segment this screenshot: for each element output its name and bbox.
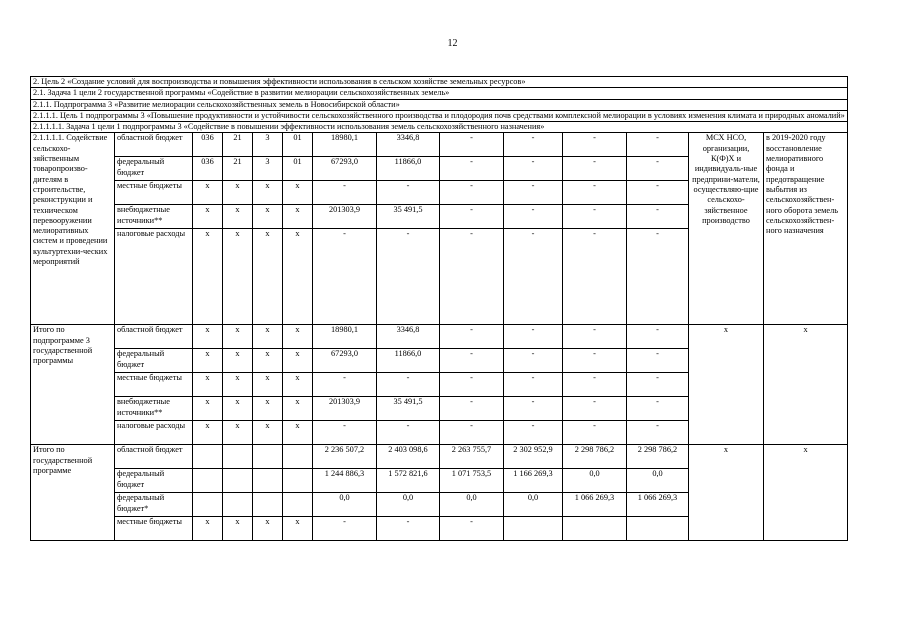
value-cell: - <box>440 157 504 181</box>
value-cell: 67293,0 <box>313 349 377 373</box>
value-cell: 201303,9 <box>313 397 377 421</box>
value-cell: 18980,1 <box>313 325 377 349</box>
measure-name: Итого по подпрограмме 3 государственной программы <box>31 325 115 445</box>
value-cell: - <box>504 181 563 205</box>
code-cell: х <box>223 205 253 229</box>
value-cell: - <box>627 157 689 181</box>
funding-source: федеральный бюджет <box>115 469 193 493</box>
code-cell: х <box>223 325 253 349</box>
funding-source: местные бюджеты <box>115 517 193 541</box>
value-cell: - <box>627 325 689 349</box>
value-cell <box>627 517 689 541</box>
code-cell <box>193 445 223 469</box>
section-header: 2.1. Задача 1 цели 2 государственной программы «Содействие в развитии мелиорации сельскохозяйственных земель» <box>31 88 848 99</box>
value-cell: - <box>440 349 504 373</box>
value-cell: - <box>440 517 504 541</box>
value-cell: 0,0 <box>504 493 563 517</box>
code-cell <box>193 493 223 517</box>
value-cell: 11866,0 <box>377 349 440 373</box>
code-cell: х <box>223 373 253 397</box>
code-cell: х <box>283 325 313 349</box>
result-cell: х <box>764 445 848 541</box>
code-cell: 036 <box>193 157 223 181</box>
value-cell: 2 298 786,2 <box>627 445 689 469</box>
value-cell: - <box>627 373 689 397</box>
value-cell: - <box>313 373 377 397</box>
value-cell: - <box>377 373 440 397</box>
code-cell: х <box>253 181 283 205</box>
value-cell: 1 066 269,3 <box>627 493 689 517</box>
value-cell: - <box>440 205 504 229</box>
value-cell: - <box>440 133 504 157</box>
value-cell: - <box>563 133 627 157</box>
value-cell: 0,0 <box>440 493 504 517</box>
value-cell: 0,0 <box>313 493 377 517</box>
code-cell: х <box>193 229 223 325</box>
value-cell: - <box>377 517 440 541</box>
code-cell: х <box>283 229 313 325</box>
value-cell <box>563 517 627 541</box>
value-cell: - <box>504 157 563 181</box>
value-cell: 67293,0 <box>313 157 377 181</box>
value-cell: 0,0 <box>377 493 440 517</box>
value-cell: - <box>563 421 627 445</box>
code-cell: х <box>193 373 223 397</box>
value-cell: 35 491,5 <box>377 205 440 229</box>
value-cell: - <box>563 373 627 397</box>
value-cell: 201303,9 <box>313 205 377 229</box>
code-cell: х <box>253 397 283 421</box>
value-cell: - <box>377 181 440 205</box>
value-cell: 0,0 <box>563 469 627 493</box>
section-header-row <box>31 110 848 121</box>
value-cell: 2 403 098,6 <box>377 445 440 469</box>
value-cell: - <box>313 181 377 205</box>
value-cell: - <box>440 397 504 421</box>
code-cell: х <box>283 349 313 373</box>
code-cell <box>253 445 283 469</box>
value-cell: - <box>563 349 627 373</box>
section-header-row <box>31 122 848 133</box>
code-cell: х <box>253 325 283 349</box>
code-cell: х <box>253 373 283 397</box>
funding-source: внебюджетные источники** <box>115 397 193 421</box>
value-cell: 1 244 886,3 <box>313 469 377 493</box>
code-cell: 3 <box>253 133 283 157</box>
code-cell <box>253 493 283 517</box>
table-row <box>31 325 848 349</box>
value-cell: - <box>377 229 440 325</box>
section-header: 2.1.1. Подпрограмма 3 «Развитие мелиорации сельскохозяйственных земель в Новосибирской области» <box>31 99 848 110</box>
code-cell <box>283 469 313 493</box>
funding-source: местные бюджеты <box>115 181 193 205</box>
funding-source: налоговые расходы <box>115 421 193 445</box>
funding-source: областной бюджет <box>115 325 193 349</box>
value-cell: - <box>504 421 563 445</box>
value-cell: - <box>563 229 627 325</box>
code-cell: 01 <box>283 133 313 157</box>
code-cell: х <box>223 397 253 421</box>
code-cell: х <box>253 205 283 229</box>
value-cell: 2 302 952,9 <box>504 445 563 469</box>
value-cell: 2 298 786,2 <box>563 445 627 469</box>
code-cell: х <box>193 517 223 541</box>
value-cell: - <box>313 421 377 445</box>
funding-source: федеральный бюджет <box>115 157 193 181</box>
value-cell: 1 071 753,5 <box>440 469 504 493</box>
value-cell: - <box>563 325 627 349</box>
result-cell: в 2019-2020 году восстановление мелиоративного фонда и предотвращение выбытия из сельскохозяйствен-ного оборота земель сельскохозяйствен-ного назначения <box>764 133 848 325</box>
section-header-row <box>31 77 848 88</box>
value-cell: - <box>504 229 563 325</box>
value-cell: 3346,8 <box>377 325 440 349</box>
code-cell: х <box>193 397 223 421</box>
measure-name: 2.1.1.1.1. Содействие сельскохо-зяйственным товаропроизво-дителям в строительстве, реконструкции и техническом перевооружении мелиоративных систем и проведении культуртехни-ческих мероприятий <box>31 133 115 325</box>
value-cell: - <box>504 205 563 229</box>
code-cell: 01 <box>283 157 313 181</box>
measure-name: Итого по государственной программе <box>31 445 115 541</box>
value-cell: - <box>440 421 504 445</box>
value-cell: - <box>504 349 563 373</box>
value-cell: 2 263 755,7 <box>440 445 504 469</box>
value-cell: - <box>563 181 627 205</box>
executor-cell: х <box>689 445 764 541</box>
code-cell <box>193 469 223 493</box>
value-cell: - <box>563 397 627 421</box>
code-cell <box>253 469 283 493</box>
value-cell: 0,0 <box>627 469 689 493</box>
section-header: 2.1.1.1.1. Задача 1 цели 1 подпрограммы 3 «Содействие в повышении эффективности использования земель сельскохозяйственного назначения» <box>31 122 848 133</box>
code-cell: х <box>223 517 253 541</box>
code-cell <box>223 493 253 517</box>
value-cell: - <box>627 421 689 445</box>
funding-source: налоговые расходы <box>115 229 193 325</box>
table-row <box>31 445 848 469</box>
value-cell: - <box>504 325 563 349</box>
value-cell: - <box>627 205 689 229</box>
value-cell: - <box>504 373 563 397</box>
funding-source: внебюджетные источники** <box>115 205 193 229</box>
code-cell: х <box>283 397 313 421</box>
executor-cell: МСХ НСО, организации, К(Ф)Х и индивидуаль-ные предприни-матели, осуществляю-щие сельскохо-зяйственное производство <box>689 133 764 325</box>
code-cell: 21 <box>223 157 253 181</box>
value-cell: - <box>563 157 627 181</box>
funding-source: областной бюджет <box>115 133 193 157</box>
value-cell: - <box>377 421 440 445</box>
value-cell: 1 572 821,6 <box>377 469 440 493</box>
value-cell: 11866,0 <box>377 157 440 181</box>
section-header: 2.1.1.1. Цель 1 подпрограммы 3 «Повышение продуктивности и устойчивости сельскохозяйственного производства и плодородия почв средствами комплексной мелиорации в условиях изменения климата и природных аномалий» <box>31 110 848 121</box>
code-cell: 21 <box>223 133 253 157</box>
code-cell: х <box>253 349 283 373</box>
value-cell <box>504 517 563 541</box>
value-cell: - <box>627 181 689 205</box>
value-cell: - <box>627 133 689 157</box>
value-cell: 1 166 269,3 <box>504 469 563 493</box>
code-cell <box>283 445 313 469</box>
program-table <box>30 76 848 541</box>
value-cell: - <box>440 181 504 205</box>
code-cell: х <box>283 373 313 397</box>
value-cell: 1 066 269,3 <box>563 493 627 517</box>
code-cell: х <box>223 229 253 325</box>
code-cell: х <box>223 349 253 373</box>
code-cell: х <box>283 517 313 541</box>
value-cell: 2 236 507,2 <box>313 445 377 469</box>
code-cell: 3 <box>253 157 283 181</box>
value-cell: 3346,8 <box>377 133 440 157</box>
code-cell: х <box>253 421 283 445</box>
funding-source: федеральный бюджет* <box>115 493 193 517</box>
table-row <box>31 133 848 157</box>
code-cell: х <box>193 325 223 349</box>
result-cell: х <box>764 325 848 445</box>
value-cell: - <box>440 373 504 397</box>
section-header-row <box>31 99 848 110</box>
value-cell: - <box>627 349 689 373</box>
value-cell: - <box>627 229 689 325</box>
page-number: 12 <box>447 38 458 49</box>
code-cell: х <box>283 205 313 229</box>
funding-source: федеральный бюджет <box>115 349 193 373</box>
code-cell: х <box>253 517 283 541</box>
code-cell: х <box>253 229 283 325</box>
value-cell: - <box>504 133 563 157</box>
code-cell <box>283 493 313 517</box>
value-cell: 18980,1 <box>313 133 377 157</box>
funding-source: местные бюджеты <box>115 373 193 397</box>
value-cell: - <box>440 325 504 349</box>
code-cell: х <box>193 181 223 205</box>
code-cell: 036 <box>193 133 223 157</box>
executor-cell: х <box>689 325 764 445</box>
code-cell <box>223 445 253 469</box>
code-cell <box>223 469 253 493</box>
code-cell: х <box>223 181 253 205</box>
value-cell: 35 491,5 <box>377 397 440 421</box>
value-cell: - <box>313 517 377 541</box>
code-cell: х <box>193 421 223 445</box>
funding-source: областной бюджет <box>115 445 193 469</box>
code-cell: х <box>193 205 223 229</box>
section-header-row <box>31 88 848 99</box>
code-cell: х <box>283 181 313 205</box>
value-cell: - <box>504 397 563 421</box>
section-header: 2. Цель 2 «Создание условий для воспроизводства и повышения эффективности использования в сельском хозяйстве земельных ресурсов» <box>31 77 848 88</box>
value-cell: - <box>440 229 504 325</box>
code-cell: х <box>283 421 313 445</box>
value-cell: - <box>313 229 377 325</box>
value-cell: - <box>627 397 689 421</box>
value-cell: - <box>563 205 627 229</box>
code-cell: х <box>223 421 253 445</box>
code-cell: х <box>193 349 223 373</box>
